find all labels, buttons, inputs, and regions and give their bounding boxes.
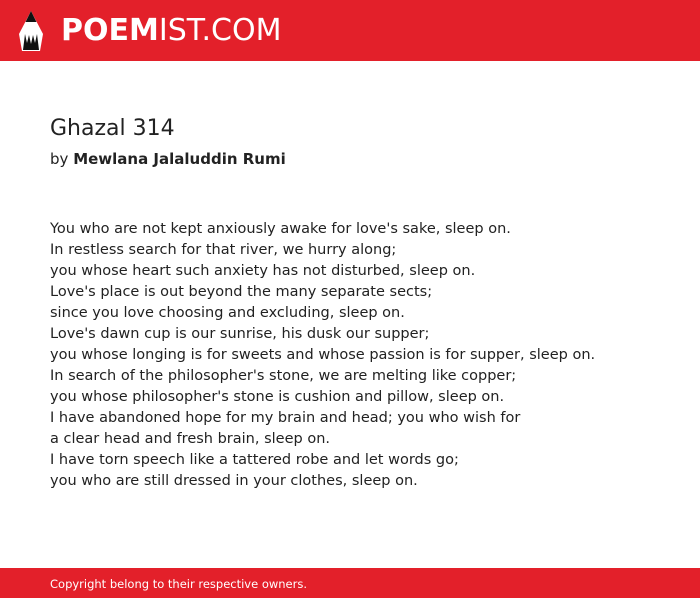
- poem-line: you whose longing is for sweets and whose passion is for supper, sleep on.: [50, 347, 596, 363]
- byline: [50, 150, 286, 168]
- logo-wordmark: [61, 13, 282, 48]
- poem-body: [50, 219, 670, 492]
- logo-wordmark-light: IST.COM: [158, 13, 282, 48]
- logo-wordmark-bold: POEM: [61, 13, 159, 48]
- poem-title: Ghazal 314: [50, 116, 175, 141]
- poem-line: In restless search for that river, we hurry along;: [50, 242, 397, 258]
- by-label: by: [50, 150, 69, 168]
- poem-line: you whose heart such anxiety has not disturbed, sleep on.: [50, 263, 476, 279]
- poem-line: Love's place is out beyond the many separate sects;: [50, 284, 433, 300]
- poem-line: Love's dawn cup is our sunrise, his dusk our supper;: [50, 326, 430, 342]
- poem-line: you whose philosopher's stone is cushion and pillow, sleep on.: [50, 389, 505, 405]
- author-name: Mewlana Jalaluddin Rumi: [73, 150, 286, 168]
- poem-line: a clear head and fresh brain, sleep on.: [50, 431, 330, 447]
- poem-line: In search of the philosopher's stone, we are melting like copper;: [50, 368, 517, 384]
- poem-line: since you love choosing and excluding, sleep on.: [50, 305, 405, 321]
- poem-line: You who are not kept anxiously awake for love's sake, sleep on.: [50, 221, 511, 237]
- poem-line: I have abandoned hope for my brain and head; you who wish for: [50, 410, 521, 426]
- pencil-icon: [18, 10, 44, 52]
- poem-line: I have torn speech like a tattered robe and let words go;: [50, 452, 459, 468]
- site-footer: [0, 568, 700, 598]
- site-header: [0, 0, 700, 61]
- poem-line: you who are still dressed in your clothes, sleep on.: [50, 473, 418, 489]
- site-logo-link[interactable]: [18, 9, 281, 53]
- copyright-text: Copyright belong to their respective owners.: [50, 577, 308, 591]
